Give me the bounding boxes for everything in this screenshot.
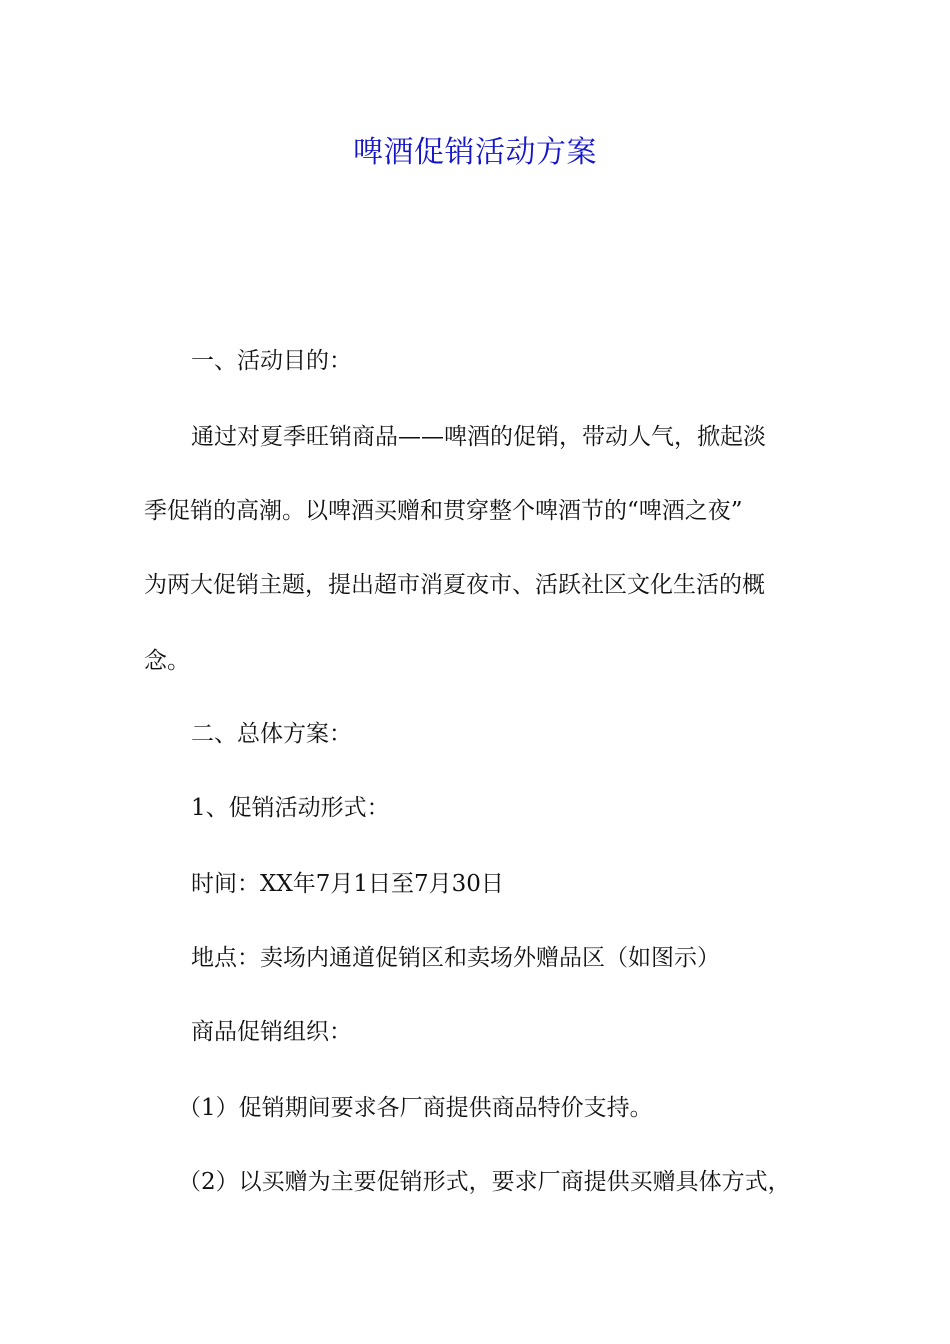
list-item: （1）促销期间要求各厂商提供商品特价支持。 [178,1095,653,1121]
paragraph-line: 季促销的高潮。以啤酒买赠和贯穿整个啤酒节的“啤酒之夜” [144,498,743,524]
paragraph-line: 为两大促销主题，提出超市消夏夜市、活跃社区文化生活的概 [144,572,765,598]
paragraph-line: 念。 [144,648,190,674]
subheading-product-promotion: 商品促销组织： [191,1019,352,1045]
heading-overall-plan: 二、总体方案： [191,721,352,747]
paragraph-line: 通过对夏季旺销商品——啤酒的促销，带动人气，掀起淡 [191,424,766,450]
heading-activity-purpose: 一、活动目的： [191,348,352,374]
list-item: （2）以买赠为主要促销形式，要求厂商提供买赠具体方式， [178,1169,791,1195]
subheading-promotion-form: 1、促销活动形式： [191,795,390,821]
document-title: 啤酒促销活动方案 [353,135,597,170]
location-line: 地点：卖场内通道促销区和卖场外赠品区（如图示） [191,945,720,971]
time-line: 时间：XX年7月1日至7月30日 [191,871,504,897]
